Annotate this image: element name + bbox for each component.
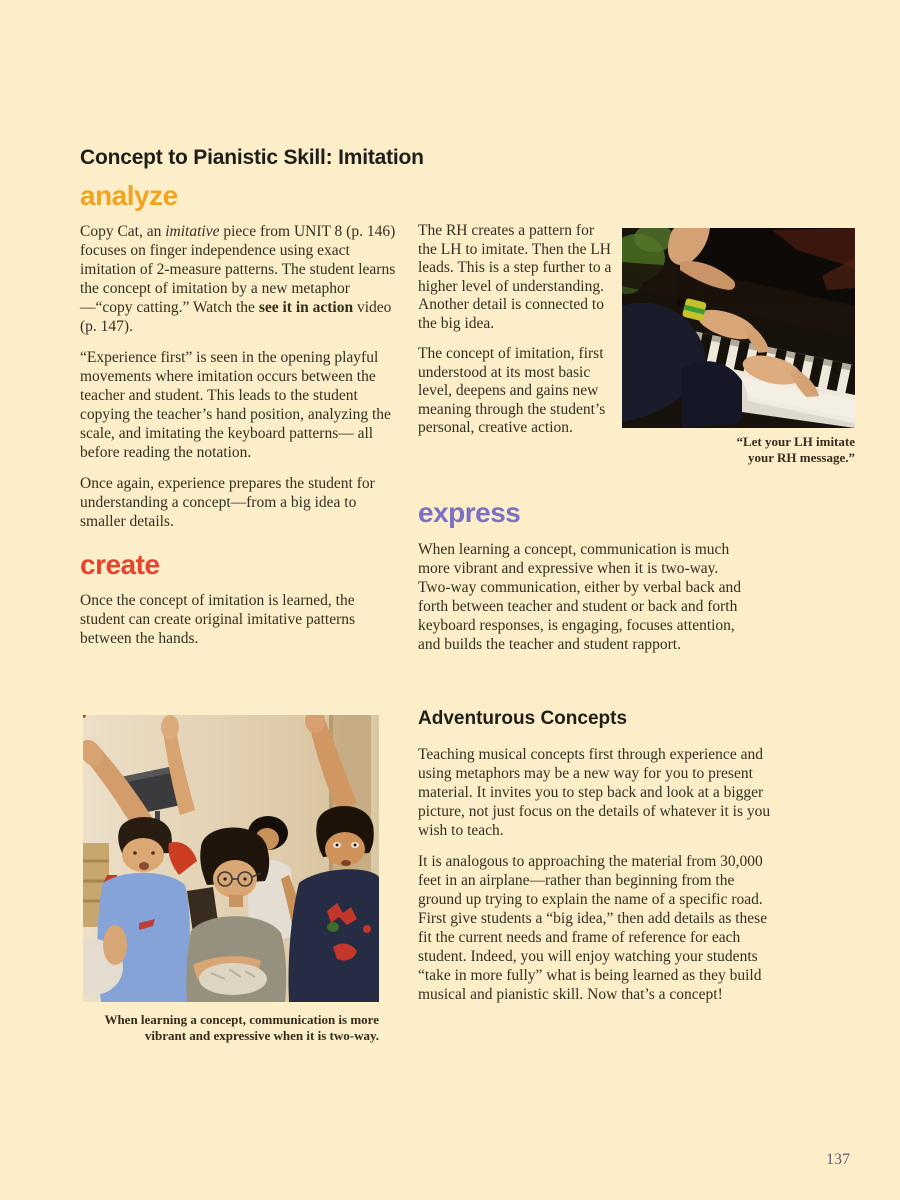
children-raising-hands-photo [83, 715, 379, 1002]
paragraph-adventurous-2: It is analogous to approaching the material from 30,000 feet in an airplane—rather than beginning from the ground up trying to explain the name of a specific road. First give students a “big idea,” then add details as these fit the current needs and frame of reference for each student. Indeed, you will enjoy watching your students “take in more fully” what is being learned as they build musical and pianistic skill. Now that’s a concept! [418, 853, 768, 1003]
caption-line: vibrant and expressive when it is two-way. [144, 1028, 379, 1043]
adventurous-concepts-section [418, 708, 782, 1016]
piano-photo-caption [622, 434, 855, 466]
caption-line: When learning a concept, communication is more [104, 1012, 379, 1027]
section-heading-adventurous-concepts: Adventurous Concepts [418, 708, 628, 729]
text-run: piece from UNIT 8 (p. 146) focuses on finger independence using exact imitation of 2-measure patterns. The student learns the concept of imitation by a new metaphor—“copy catting.” Watch the [80, 223, 396, 316]
left-column [80, 222, 398, 660]
section-heading-analyze: analyze [80, 180, 178, 211]
kids-photo-caption [83, 1012, 379, 1044]
text-run: video (p. 147). [80, 299, 392, 335]
piano-hands-illustration [622, 228, 855, 428]
paragraph-analyze-4: The RH creates a pattern for the LH to imitate. Then the LH leads. This is a step further to a higher level of understanding. Another detail is connected to the big idea. [418, 222, 612, 332]
express-section [418, 499, 752, 666]
paragraph-adventurous-1: Teaching musical concepts first through experience and using metaphors may be a new way for you to present material. It invites you to step back and look at a bigger picture, not just focus on the details of whatever it is you wish to teach. [418, 746, 771, 839]
text-run-bold: see it in action [258, 299, 354, 316]
text-run: Copy Cat, an [80, 223, 166, 240]
section-heading-express: express [418, 497, 521, 528]
paragraph-express-1: When learning a concept, communication is much more vibrant and expressive when it is two-way. Two-way communication, either by verbal back and forth between teacher and student or back and forth keyboard responses, is engaging, focuses attention, and builds the teacher and student rapport. [418, 541, 742, 653]
page-title: Concept to Pianistic Skill: Imitation [80, 146, 424, 169]
text-run-italic: imitative [165, 223, 220, 240]
paragraph-analyze-1 [80, 222, 398, 336]
paragraph-analyze-5: The concept of imitation, first understood at its most basic level, deepens and gains new meaning through the student’s personal, creative action. [418, 345, 606, 436]
right-narrow-column [418, 222, 616, 450]
page-number: 137 [826, 1151, 850, 1168]
children-raising-hands-illustration [83, 715, 379, 1002]
caption-line: your RH message.” [747, 450, 855, 465]
paragraph-analyze-3: Once again, experience prepares the student for understanding a concept—from a big idea to smaller details. [80, 475, 375, 530]
piano-hands-photo [622, 228, 855, 428]
caption-line: “Let your LH imitate [736, 434, 855, 449]
paragraph-analyze-2: “Experience first” is seen in the opening playful movements where imitation occurs between the teacher and student. This leads to the student copying the teacher’s hand position, analyzing the scale, and imitating the keyboard patterns— all before reading the notation. [80, 349, 391, 461]
paragraph-create-1: Once the concept of imitation is learned, the student can create original imitative patterns between the hands. [80, 592, 356, 647]
section-heading-create: create [80, 549, 160, 580]
